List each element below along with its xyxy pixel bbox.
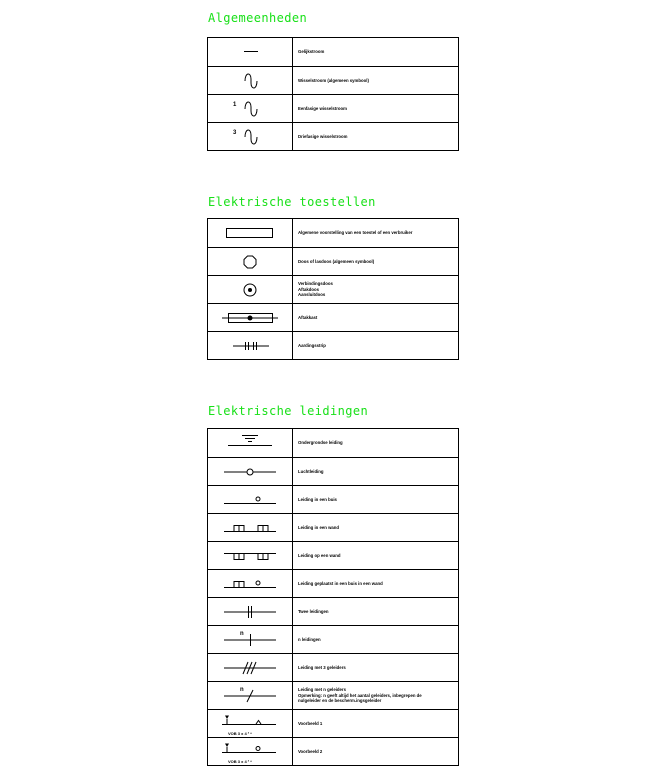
description-cell bbox=[293, 38, 458, 66]
description-cell bbox=[293, 219, 458, 247]
symbol-cell bbox=[208, 332, 293, 359]
symbol-cell bbox=[208, 654, 293, 681]
description-text: Leiding geplaatst in een buis in een wand bbox=[298, 580, 383, 586]
table-row bbox=[208, 737, 458, 765]
symbol-cell bbox=[208, 95, 293, 122]
description-text: Twee leidingen bbox=[298, 608, 329, 614]
symbol-cell bbox=[208, 682, 293, 709]
description-cell bbox=[293, 486, 458, 513]
description-text: Driefasige wisselstroom bbox=[298, 133, 348, 139]
description-text: Wisselstroom (algemeen symbool) bbox=[298, 77, 369, 83]
rectangle-icon bbox=[208, 219, 292, 247]
example-caption: VOB 3 x 4 ² * bbox=[228, 759, 252, 764]
description-text: Leiding op een wand bbox=[298, 552, 341, 558]
description-cell bbox=[293, 304, 458, 331]
three-phase-ac-icon bbox=[208, 123, 292, 151]
two-lines-icon bbox=[208, 598, 292, 626]
description-text: Ondergrondse leiding bbox=[298, 440, 343, 446]
description-text: Aftakdoos bbox=[298, 286, 320, 292]
description-text: Aftakkast bbox=[298, 314, 318, 320]
description-text: Algemene voorstelling van een toestel of een verbruiker bbox=[298, 230, 413, 236]
symbol-cell bbox=[208, 486, 293, 513]
table-row bbox=[208, 94, 458, 122]
dc-line-icon bbox=[208, 38, 292, 66]
table-row bbox=[208, 653, 458, 681]
symbol-cell bbox=[208, 248, 293, 275]
table-row bbox=[208, 429, 458, 457]
single-phase-ac-icon bbox=[208, 95, 292, 123]
description-cell bbox=[293, 542, 458, 569]
description-cell bbox=[293, 95, 458, 122]
symbol-cell bbox=[208, 276, 293, 303]
description-text: Aardingsstrip bbox=[298, 342, 326, 348]
overhead-line-icon bbox=[208, 458, 292, 486]
description-text: Leiding met 3 geleiders bbox=[298, 664, 346, 670]
table-devices bbox=[207, 218, 459, 360]
symbol-cell bbox=[208, 570, 293, 597]
earth-electrode-icon bbox=[208, 332, 292, 360]
symbol-cell bbox=[208, 458, 293, 485]
table-row bbox=[208, 38, 458, 66]
description-text: Voorbeeld 1 bbox=[298, 720, 323, 726]
description-text: Gelijkstroom bbox=[298, 49, 325, 55]
section-title-general: Algemeenheden bbox=[208, 11, 308, 25]
octagon-icon bbox=[208, 248, 292, 276]
table-lines bbox=[207, 428, 459, 766]
symbol-cell bbox=[208, 626, 293, 653]
table-row bbox=[208, 681, 458, 709]
description-text: Leiding in een buis bbox=[298, 496, 337, 502]
description-text: nulgeleider en de bescherm.ingsgeleider bbox=[298, 698, 382, 704]
symbol-cell bbox=[208, 67, 293, 94]
description-text: Verbindingsdoos bbox=[298, 281, 333, 287]
line-in-wall-icon bbox=[208, 514, 292, 542]
description-cell bbox=[293, 276, 458, 303]
symbol-cell bbox=[208, 598, 293, 625]
description-text: Aansluitdoos bbox=[298, 292, 326, 298]
symbol-cell bbox=[208, 429, 293, 457]
section-title-devices: Elektrische toestellen bbox=[208, 195, 376, 209]
description-text: Leiding met n geleiders bbox=[298, 687, 346, 693]
table-row bbox=[208, 709, 458, 737]
description-cell bbox=[293, 514, 458, 541]
symbol-cell bbox=[208, 123, 293, 150]
description-cell bbox=[293, 626, 458, 653]
table-row bbox=[208, 457, 458, 485]
table-row bbox=[208, 513, 458, 541]
junction-box-icon bbox=[208, 276, 292, 304]
description-cell bbox=[293, 248, 458, 275]
line-tube-wall-icon bbox=[208, 570, 292, 598]
symbol-cell bbox=[208, 514, 293, 541]
table-row bbox=[208, 569, 458, 597]
table-row bbox=[208, 485, 458, 513]
table-row bbox=[208, 219, 458, 247]
n-lines-icon bbox=[208, 626, 292, 654]
description-text: Doos of lasdoos (algemeen symbool) bbox=[298, 258, 375, 264]
table-row bbox=[208, 625, 458, 653]
description-cell bbox=[293, 332, 458, 359]
description-cell bbox=[293, 682, 458, 709]
conductor-count-label: n bbox=[240, 687, 244, 693]
underground-line-icon bbox=[208, 429, 292, 457]
table-row bbox=[208, 122, 458, 150]
symbol-cell bbox=[208, 304, 293, 331]
example-1-icon bbox=[208, 710, 292, 738]
table-row bbox=[208, 66, 458, 94]
example-2-icon bbox=[208, 738, 292, 766]
section-title-lines: Elektrische leidingen bbox=[208, 404, 369, 418]
line-on-wall-icon bbox=[208, 542, 292, 570]
table-row bbox=[208, 303, 458, 331]
example-caption: VOB 3 x 4 ² * bbox=[228, 731, 252, 736]
description-text: Luchtleiding bbox=[298, 468, 324, 474]
description-cell bbox=[293, 598, 458, 625]
table-row bbox=[208, 597, 458, 625]
line-in-tube-icon bbox=[208, 486, 292, 514]
description-cell bbox=[293, 429, 458, 457]
n-conductors-icon bbox=[208, 682, 292, 710]
table-row bbox=[208, 275, 458, 303]
symbol-cell bbox=[208, 542, 293, 569]
description-cell bbox=[293, 458, 458, 485]
three-conductors-icon bbox=[208, 654, 292, 682]
table-general bbox=[207, 37, 459, 151]
description-text: Leiding in een wand bbox=[298, 524, 340, 530]
line-count-label: n bbox=[240, 631, 244, 637]
phase-count-label: 1 bbox=[233, 102, 237, 108]
description-cell bbox=[293, 123, 458, 150]
description-cell bbox=[293, 710, 458, 737]
description-text: Voorbeeld 2 bbox=[298, 748, 323, 754]
symbol-cell bbox=[208, 710, 293, 737]
description-cell bbox=[293, 738, 458, 765]
symbol-cell bbox=[208, 219, 293, 247]
description-cell bbox=[293, 67, 458, 94]
description-text: Eenfasige wisselstroom bbox=[298, 105, 347, 111]
symbol-cell bbox=[208, 38, 293, 66]
description-text: Opmerking: n geeft altijd het aantal geleiders, inbegrepen de bbox=[298, 692, 422, 698]
description-cell bbox=[293, 654, 458, 681]
description-text: n leidingen bbox=[298, 636, 321, 642]
table-row bbox=[208, 541, 458, 569]
table-row bbox=[208, 247, 458, 275]
symbol-cell bbox=[208, 738, 293, 765]
description-cell bbox=[293, 570, 458, 597]
sine-wave-icon bbox=[208, 67, 292, 95]
phase-count-label: 3 bbox=[233, 130, 237, 136]
table-row bbox=[208, 331, 458, 359]
terminal-block-icon bbox=[208, 304, 292, 332]
